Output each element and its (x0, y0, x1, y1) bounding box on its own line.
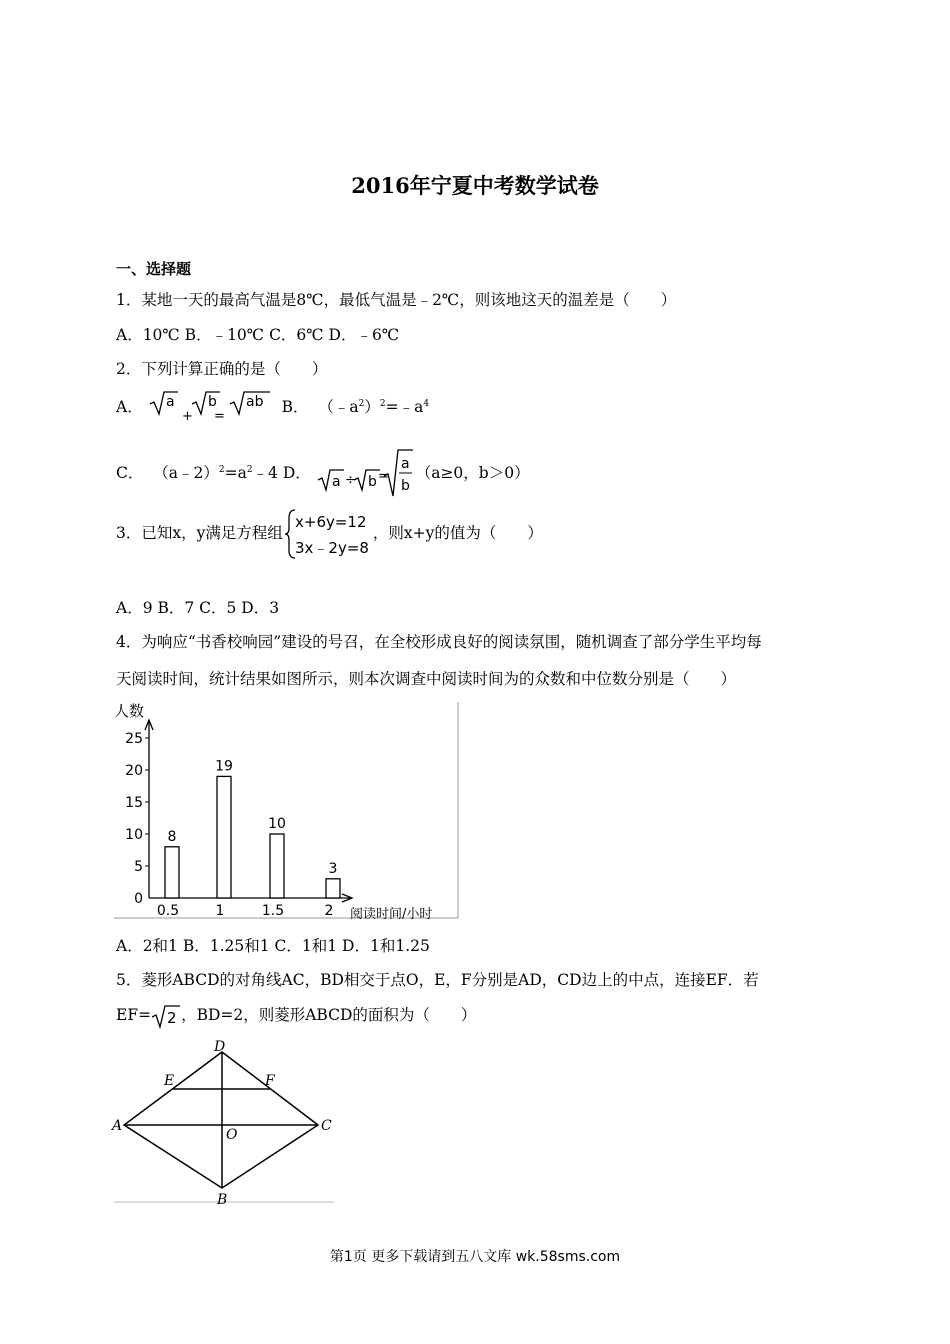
radical-a (150, 392, 178, 414)
bar (270, 834, 284, 898)
fraction-denominator: b (400, 478, 410, 494)
page-title: 2016年宁夏中考数学试卷 (351, 173, 599, 198)
section-heading: 一、选择题 (116, 260, 192, 278)
radical-ab (230, 392, 270, 414)
radical-d-b-text: b (367, 474, 377, 490)
q2-c-expr-1: （a﹣2） (153, 464, 219, 482)
equation-system (283, 508, 373, 560)
label-e: E (164, 1073, 175, 1089)
q2-option-ab-row (116, 390, 429, 426)
x-axis-label: 阅读时间/小时 (350, 907, 433, 922)
y-tick-label: 25 (125, 731, 143, 747)
equation-1: x+6y=12 (294, 513, 367, 531)
x-tick-label: 1.5 (261, 903, 285, 919)
y-tick-label: 0 (134, 891, 143, 907)
x-tick-label: 0.5 (156, 903, 180, 919)
label-a: A (112, 1118, 123, 1134)
q2-c-expr-3: ﹣4 D． (252, 464, 311, 482)
equals-sign: = (213, 409, 225, 424)
q2-c-exp-a: 2 (246, 464, 253, 475)
radical-d-a (318, 470, 344, 490)
q4-stem-line2: 天阅读时间，统计结果如图所示，则本次调查中阅读时间为的众数和中位数分别是（ ） (116, 670, 737, 688)
page-footer: 第1页 更多下载请到五八文库 wk.58sms.com (329, 1249, 621, 1265)
x-tick-label: 2 (324, 903, 334, 919)
bar-data-label: 8 (167, 828, 177, 845)
q4-options: A．2和1 B．1.25和1 C．1和1 D．1和1.25 (116, 937, 430, 955)
radical-a-text: a (165, 394, 175, 410)
q3-options: A．9 B．7 C．5 D．3 (116, 599, 280, 617)
q4-stem-line1: 4．为响应“书香校响园”建设的号召，在全校形成良好的阅读氛围，随机调查了部分学生平均每 (116, 633, 762, 651)
q2-d-radicals (316, 448, 416, 500)
fraction-numerator: a (400, 456, 410, 472)
q2-b-expr-1: （﹣a (318, 398, 359, 416)
q2-b-exp-result: 4 (423, 398, 430, 409)
q3-row (116, 508, 543, 560)
y-tick-label: 20 (125, 763, 143, 779)
radical-b-text: b (207, 394, 217, 410)
q5-stem-before: EF= (116, 1006, 152, 1024)
q2-c-expr-2: =a (224, 464, 247, 482)
bar (217, 776, 231, 898)
q3-stem-before: 3．已知x，y满足方程组 (116, 524, 283, 542)
label-c: C (321, 1118, 332, 1134)
equation-2: 3x﹣2y=8 (294, 539, 369, 557)
q3-stem-after: ，则x+y的值为（ ） (372, 524, 543, 542)
radical-d-b (354, 470, 380, 490)
rhombus-figure (110, 1040, 340, 1210)
q2-b-expr-3: =﹣a (385, 398, 424, 416)
bar-data-label: 10 (268, 816, 286, 832)
d-equals-sign: = (377, 469, 389, 484)
sqrt-two (151, 1003, 181, 1029)
q2-b-label: B． (281, 398, 309, 416)
q2-c-label: C． (116, 464, 144, 482)
q5-stem-line2 (116, 1003, 476, 1029)
q1-stem: 1．某地一天的最高气温是8℃，最低气温是﹣2℃，则该地这天的温差是（ ） (116, 291, 677, 309)
q1-options: A．10℃ B．﹣10℃ C．6℃ D．﹣6℃ (116, 326, 400, 344)
radical-d-a-text: a (331, 474, 341, 490)
q2-c-exp-outer: 2 (218, 464, 225, 475)
bar-data-label: 3 (328, 860, 338, 877)
y-tick-label: 10 (125, 827, 143, 843)
q2-b-exp-inner: 2 (358, 398, 365, 409)
bar (165, 847, 179, 898)
q2-b-expr-2: ） (364, 398, 380, 416)
label-d: D (214, 1040, 226, 1055)
q2-b-exp-outer: 2 (379, 398, 386, 409)
y-axis-label: 人数 (114, 702, 145, 720)
q2-a-radicals (148, 390, 282, 426)
sqrt-radicand: 2 (167, 1009, 177, 1027)
bar-chart (112, 700, 464, 924)
label-o: O (226, 1127, 238, 1143)
q2-option-cd-row (116, 448, 530, 500)
x-tick-label: 1 (215, 903, 225, 919)
radical-ab-text: ab (245, 394, 264, 410)
y-tick-label: 15 (125, 795, 143, 811)
q5-stem-line1: 5．菱形ABCD的对角线AC，BD相交于点O，E，F分别是AD，CD边上的中点，连接EF．若 (116, 971, 759, 989)
q2-d-condition: （a≥0，b＞0） (415, 464, 530, 482)
q2-stem: 2．下列计算正确的是（ ） (116, 360, 328, 378)
q5-stem-after: ，BD=2，则菱形ABCD的面积为（ ） (181, 1006, 477, 1024)
bar-data-label: 19 (215, 758, 233, 775)
plus-sign: + (181, 409, 193, 424)
label-b: B (217, 1192, 228, 1208)
bar (326, 879, 340, 898)
rhombus-abcd (124, 1052, 318, 1188)
y-tick-label: 5 (134, 859, 143, 875)
q2-a-label: A． (116, 398, 143, 416)
label-f: F (265, 1073, 275, 1089)
divide-sign: ÷ (344, 473, 356, 488)
